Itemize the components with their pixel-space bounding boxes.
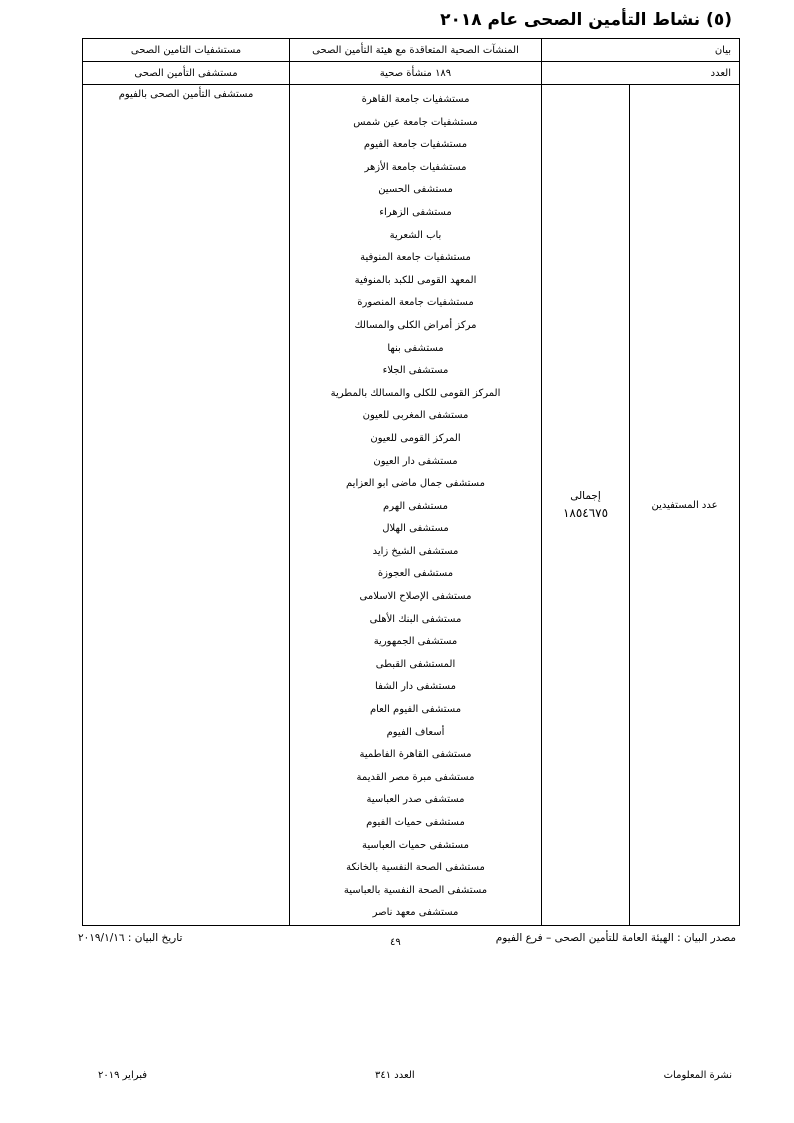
facility-item: مستشفيات جامعة المنصورة xyxy=(357,297,474,309)
facility-item: المستشفى القبطى xyxy=(375,658,456,670)
facility-item: أسعاف الفيوم xyxy=(386,726,445,738)
facility-item: مستشفى صدر العباسية xyxy=(366,794,465,806)
facility-item: باب الشعرية xyxy=(389,229,442,241)
facility-item: مستشفى حميات العباسية xyxy=(362,839,469,851)
facility-item: مستشفى الهلال xyxy=(382,523,449,535)
facility-item: مستشفى الصحة النفسية بالخانكة xyxy=(346,862,485,874)
total-value: ١٨٥٤٦٧٥ xyxy=(562,506,609,520)
facility-item: مستشفى جمال ماضى ابو العزايم xyxy=(346,478,485,490)
facility-item: مستشفيات جامعة الفيوم xyxy=(363,139,468,151)
facility-item: مستشفى الحسين xyxy=(378,184,453,196)
data-date: تاريخ البيان : ٢٠١٩/١/١٦ xyxy=(78,932,183,944)
facility-item: مستشفى البنك الأهلى xyxy=(369,613,462,625)
hospital-entry: مستشفى التأمين الصحى بالفيوم xyxy=(118,89,254,100)
facility-item: المركز القومى للعيون xyxy=(370,432,461,444)
data-source: مصدر البيان : الهيئة العامة للتأمين الصحى – فرع الفيوم xyxy=(495,932,736,944)
header-facilities: المنشآت الصحية المتعاقدة مع هيئة التأمين الصحى xyxy=(290,39,542,62)
footer-month: فبراير ٢٠١٩ xyxy=(98,1070,148,1081)
facility-item: مستشفى الجمهورية xyxy=(373,636,458,648)
facility-list-cell xyxy=(290,85,542,926)
facility-item: المعهد القومى للكبد بالمنوفية xyxy=(354,274,477,286)
header-bayan: بيان xyxy=(542,39,740,62)
count-facilities: ١٨٩ منشأة صحية xyxy=(290,62,542,85)
facility-item: مستشفى القاهرة الفاطمية xyxy=(359,749,472,761)
count-hospitals: مستشفى التأمين الصحى xyxy=(83,62,290,85)
facility-item: مستشفى الجلاء xyxy=(382,365,449,377)
header-row xyxy=(83,39,740,62)
facility-item: مستشفيات جامعة القاهرة xyxy=(361,94,470,105)
page-number: ٤٩ xyxy=(390,937,401,948)
facility-item: مستشفيات جامعة المنوفية xyxy=(360,252,471,264)
facility-item: مستشفى دار الشفا xyxy=(375,681,456,693)
facility-item: المركز القومى للكلى والمسالك بالمطرية xyxy=(330,387,501,399)
count-label: العدد xyxy=(542,62,740,85)
facility-item: مستشفى الزهراء xyxy=(379,206,452,218)
facility-item: مستشفى معهد ناصر xyxy=(372,907,459,919)
facility-item: مستشفى الإصلاح الاسلامى xyxy=(359,591,472,603)
facility-item: مستشفى الهرم xyxy=(383,500,448,512)
beneficiaries-label: عدد المستفيدين xyxy=(630,85,740,926)
footer-issue: العدد ٣٤١ xyxy=(375,1070,415,1081)
total-cell xyxy=(542,85,630,926)
facility-item: مستشفى دار العيون xyxy=(373,455,458,467)
page-title: (٥) نشاط التأمين الصحى عام ٢٠١٨ xyxy=(440,10,732,30)
beneficiaries-row xyxy=(83,85,740,926)
facility-item: مستشفى العجوزة xyxy=(377,568,454,580)
facility-item: مستشفيات جامعة الأزهر xyxy=(364,161,467,173)
hospital-cell xyxy=(83,85,290,926)
facility-item: مستشفى المغربى للعيون xyxy=(362,410,469,422)
facility-item: مستشفى مبرة مصر القديمة xyxy=(356,771,475,783)
total-label: إجمالى xyxy=(570,490,601,502)
facility-item: مستشفيات جامعة عين شمس xyxy=(353,116,478,128)
facility-item: مستشفى الفيوم العام xyxy=(369,704,462,716)
facility-item: مستشفى الشيخ زايد xyxy=(372,545,459,557)
facility-list xyxy=(290,85,541,925)
insurance-activity-table xyxy=(82,38,740,926)
facility-item: مستشفى بنها xyxy=(387,342,444,354)
header-hospitals: مستشفيات التامين الصحى xyxy=(83,39,290,62)
facility-item: مستشفى حميات الفيوم xyxy=(366,817,465,828)
count-row xyxy=(83,62,740,85)
facility-item: مركز أمراض الكلى والمسالك xyxy=(354,319,477,331)
facility-item: مستشفى الصحة النفسية بالعباسية xyxy=(343,884,488,896)
footer-publication: نشرة المعلومات xyxy=(663,1070,732,1081)
